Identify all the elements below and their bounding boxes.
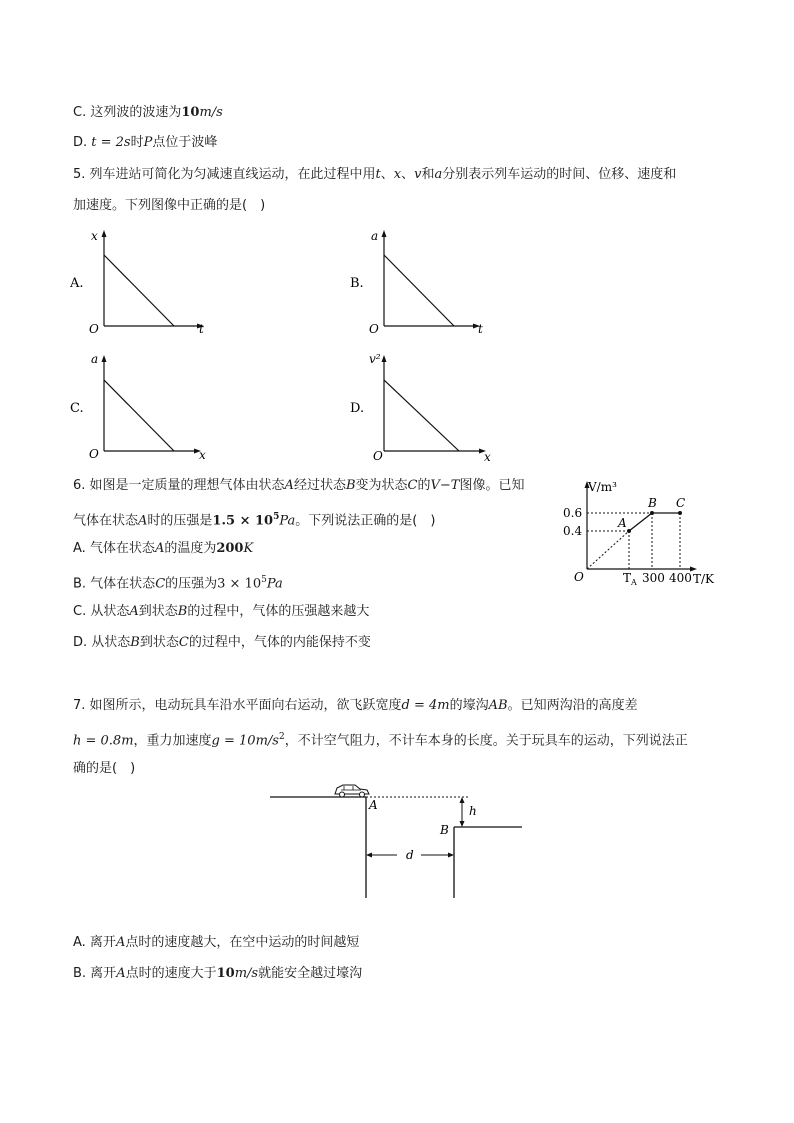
q5-sym-t: t — [375, 167, 381, 182]
q6-text: B. 气体在状态 — [73, 576, 156, 592]
q6-value: 200 — [216, 541, 244, 556]
q5-sym-x: x — [393, 167, 402, 182]
q7-text: 就能安全越过壕沟 — [258, 966, 363, 981]
q6-text: D. 从状态 — [73, 635, 131, 650]
q7-text: ，不计空气阻力，不计车本身的长度。关于玩具车的运动，下列说法正 — [284, 733, 688, 749]
q4-option-c — [73, 104, 223, 122]
q6-option-d — [73, 634, 371, 652]
q5-text: 分别表示列车运动的时间、位移、速度和 — [442, 167, 677, 182]
q6-sym: B — [345, 478, 356, 493]
q7-option-b — [73, 965, 362, 983]
q6-text: 6. 如图是一定质量的理想气体由状态 — [73, 478, 285, 493]
process-a-b — [629, 513, 652, 531]
d-label: d — [406, 848, 414, 862]
y-axis-label: x — [91, 229, 98, 243]
q4-option-d — [73, 134, 217, 152]
q4-d-suffix: 点位于波峰 — [152, 135, 218, 150]
origin-label: O — [574, 570, 584, 584]
q6-text: C. 从状态 — [73, 604, 130, 619]
q4-c-value: 10 — [181, 105, 200, 120]
origin-extension — [587, 531, 629, 569]
origin-label: O — [89, 322, 99, 336]
q7-ditch-diagram — [265, 778, 530, 907]
q6-text: 的过程中，气体的内能保持不变 — [188, 635, 371, 650]
q6-sym: C — [407, 478, 418, 493]
q5-text: 加速度。下列图像中正确的是( ) — [73, 198, 266, 213]
q5-text: 5. 列车进站可简化为匀减速直线运动，在此过程中用 — [73, 167, 376, 182]
q4-c-unit: m/s — [199, 105, 223, 120]
point-a-label: A — [369, 798, 378, 812]
q6-unit: K — [243, 541, 254, 556]
q6-sym: A — [129, 604, 139, 619]
q6-vt: V−T — [430, 478, 460, 493]
q6-sym: B — [177, 604, 188, 619]
q6-sym: B — [130, 635, 140, 650]
point-a — [627, 529, 631, 533]
q6-option-a — [73, 540, 253, 558]
x-axis-label: T/K — [693, 572, 715, 586]
q6-text: 时的压强是 — [147, 513, 213, 529]
q7-unit: m/s — [234, 966, 259, 981]
origin-label: O — [373, 449, 383, 463]
q7-ab: AB — [488, 698, 508, 713]
option-label: A. — [70, 276, 84, 291]
toy-car-icon — [335, 785, 369, 797]
y-axis-label: V/m³ — [588, 480, 617, 494]
q7-text: 点时的速度越大，在空中运动的时间越短 — [125, 935, 360, 950]
q6-text: 经过状态 — [293, 478, 346, 493]
h-label: h — [469, 804, 477, 818]
q6-sym: A — [138, 513, 148, 529]
graph-line — [104, 255, 174, 326]
q7-text: A. 离开 — [73, 935, 116, 950]
q6-pressure-exp: 5 — [273, 512, 280, 522]
q6-sym: C — [178, 635, 189, 650]
q5-stem-line2 — [73, 197, 265, 215]
x-axis-label: x — [484, 450, 491, 464]
q7-text: 点时的速度大于 — [125, 966, 217, 981]
y-axis-label: a — [91, 352, 99, 366]
q5-graph-c — [70, 350, 220, 469]
y-axis-label: v² — [369, 352, 381, 366]
q5-sym-v: v — [414, 167, 422, 182]
q6-exp: 5 — [261, 575, 267, 585]
point-b-label: B — [648, 496, 657, 510]
q7-g-exp: 2 — [278, 732, 285, 742]
q5-stem-line1 — [73, 166, 676, 184]
q7-stem-line1 — [73, 697, 638, 715]
q5-sep: 、 — [380, 167, 394, 182]
q6-text: 。下列说法正确的是( ) — [295, 513, 436, 529]
point-c — [678, 511, 682, 515]
x-tick-300: 300 — [642, 571, 665, 585]
q7-text: ，重力加速度 — [133, 733, 212, 749]
q7-stem-line2 — [73, 728, 688, 750]
q7-value: 10 — [216, 966, 235, 981]
point-c-label: C — [676, 496, 686, 510]
x-axis-label: t — [478, 322, 483, 336]
q6-text: 到状态 — [139, 635, 179, 650]
y-tick-0.6: 0.6 — [563, 506, 583, 520]
q5-graph-d — [350, 350, 500, 469]
q7-sym: A — [115, 935, 126, 950]
x-tick-ta: $T_A$ — [623, 571, 637, 587]
q7-option-a — [73, 934, 359, 952]
q6-text: 的温度为 — [164, 541, 217, 556]
q7-h-eq: h = 0.8m — [73, 733, 134, 749]
q4-c-text: C. 这列波的波速为 — [73, 105, 182, 120]
q6-sym: A — [284, 478, 294, 493]
option-label: D. — [350, 401, 365, 416]
q4-d-math: t = 2s — [91, 135, 131, 150]
q7-text: B. 离开 — [73, 966, 117, 981]
q6-text: 变为状态 — [355, 478, 408, 493]
q6-option-b — [73, 571, 283, 593]
q7-g-eq: g = 10m/s — [211, 733, 279, 749]
graph-line — [384, 255, 454, 326]
q6-text: 图像。已知 — [459, 478, 525, 493]
q6-option-c — [73, 603, 369, 621]
q6-text: A. 气体在状态 — [73, 541, 155, 556]
graph-line — [104, 380, 174, 451]
y-axis-label: a — [371, 229, 379, 243]
q7-text: 的壕沟 — [449, 698, 489, 713]
graph-line — [384, 380, 459, 451]
q6-stem-line1 — [73, 477, 524, 495]
q6-text: 的过程中，气体的压强越来越大 — [187, 604, 370, 619]
q5-and: 和 — [421, 167, 435, 182]
origin-label: O — [369, 322, 379, 336]
q6-unit: Pa — [266, 576, 283, 592]
x-axis-label: t — [199, 322, 204, 336]
q6-sym: A — [154, 541, 165, 556]
q7-text: 7. 如图所示，电动玩具车沿水平面向右运动，欲飞跃宽度 — [73, 698, 402, 713]
option-label: C. — [70, 401, 84, 416]
q7-text: 确的是( ) — [73, 761, 136, 776]
origin-label: O — [89, 447, 99, 461]
x-axis-label: x — [199, 448, 206, 462]
q6-value: 3 × 10 — [217, 576, 262, 592]
q7-text: 。已知两沟沿的高度差 — [507, 698, 638, 713]
q6-stem-line2 — [73, 508, 435, 530]
q6-pressure-unit: Pa — [279, 513, 296, 529]
q4-d-mid: 时 — [130, 135, 144, 150]
q5-sep: 、 — [401, 167, 415, 182]
q5-graph-b — [350, 226, 500, 345]
option-label: B. — [350, 276, 364, 291]
y-tick-0.4: 0.4 — [563, 524, 583, 538]
q6-vt-chart — [560, 472, 730, 596]
q5-sym-a: a — [434, 167, 443, 182]
q7-stem-line3 — [73, 760, 135, 778]
q7-d-eq: d = 4m — [401, 698, 450, 713]
q6-text: 的 — [417, 478, 431, 493]
point-b — [650, 511, 654, 515]
q6-text: 气体在状态 — [73, 513, 139, 529]
q6-text: 的压强为 — [165, 576, 218, 592]
q4-d-prefix: D. — [73, 135, 92, 150]
x-tick-400: 400 — [669, 571, 692, 585]
point-a-label: A — [618, 516, 627, 530]
q6-pressure: 1.5 × 10 — [212, 513, 274, 529]
q5-graph-a — [70, 226, 220, 345]
q4-d-p: P — [143, 135, 153, 150]
q6-text: 到状态 — [138, 604, 178, 619]
q7-sym: A — [116, 966, 126, 981]
q6-sym: C — [155, 576, 166, 592]
point-b-label: B — [440, 823, 449, 837]
